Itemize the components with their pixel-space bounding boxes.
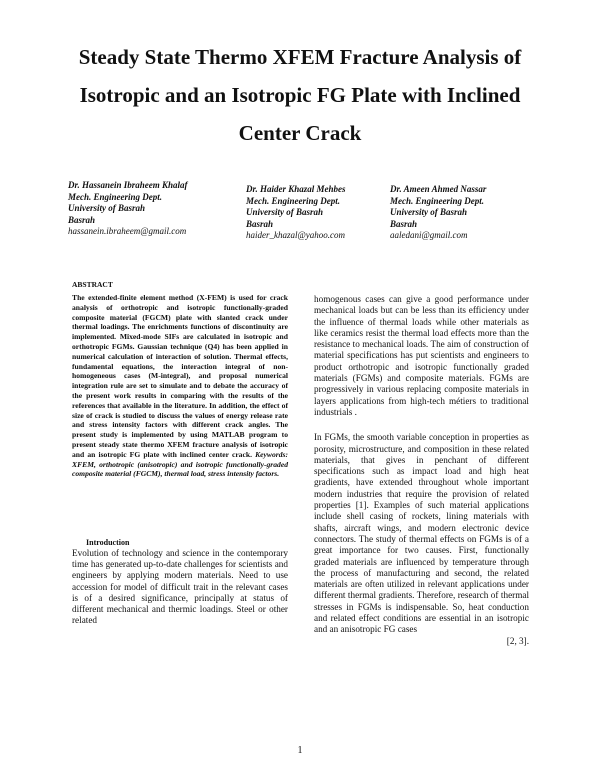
author-name: Dr. Hassanein Ibraheem Khalaf: [68, 180, 188, 190]
paragraph-fgms-text: In FGMs, the smooth variable conception in properties as porosity, microstructure, and composition in these related materials, that gives in penchant of different specifications such as impact load and high heat gradients, have extended throughout whole important modern industries that require the provision of related properties [1]. Examples of such material applications include shell casing of rockets, lining materials with shafts, aircraft wings, and modern electronic device connectors. The study of thermal effects on FGMs is of a great importance for two causes. First, functionally graded materials are influenced by temperature through the process of manufacturing and second, the related materials are often utilized in relevant applications under different thermal gradients. Therefore, research of thermal stresses in FGMs is indispensable. So, heat conduction and related effect conditions are essential in an isotropic and an anisotropic FG cases: [314, 432, 529, 635]
abstract-heading: ABSTRACT: [72, 280, 113, 289]
paragraph-fgms: [314, 432, 529, 647]
right-column: [314, 294, 529, 647]
author-university: University of Basrah: [246, 207, 324, 217]
citation: [2, 3].: [506, 635, 529, 646]
paragraph-homogenous: homogenous cases can give a good performance under mechanical loads but can be less than its efficiency under the influence of thermal loads while other materials as like ceramics resist the thermal load effects more than the resistance to mechanical loads. The aim of construction of material specifications has put scientists and engineers to product orthotropic and isotropic functionally graded materials (FGMs) and composite materials. FGMs are progressively in various replacing composite materials in layers applications from high-tech métiers to traditional industrials .: [314, 294, 529, 417]
abstract-body: The extended-finite element method (X-FEM) is used for crack analysis of orthotropic and isotropic functionally-graded composite material (FGCM) plate with slanted crack under thermal loadings. The enrichments functions of discontinuity are implemented. Mixed-mode SIFs are calculated in isotropic and orthotropic FGMs. Gaussian technique (Q4) has been applied in numerical calculation of interaction of solution. Thermal effects, fundamental equations, the interaction integral of non-homogeneous cases (M-integral), and proposal numerical integration rule are set to simulate and to debate the accuracy of the present work results in comparing with the results of the references that available in the literature. In addition, the effect of size of crack is studied to discuss the values of energy release rate and stress intensity factors with different crack angles. The present study is implemented by using MATLAB program to present steady state thermo XFEM fracture analysis of isotropic and an isotropic FG plate with inclined center crack.: [72, 293, 288, 459]
author-block-1: [68, 180, 238, 238]
author-city: Basrah: [246, 218, 274, 229]
author-block-3: [390, 184, 535, 242]
author-block-2: [246, 184, 386, 242]
author-university: University of Basrah: [68, 203, 146, 213]
author-name: Dr. Ameen Ahmed Nassar: [390, 184, 487, 194]
introduction-body: Evolution of technology and science in the contemporary time has generated up-to-date challenges for scientists and engineers by applying modern materials. Need to use accession for model of difficult trait in the relevant cases is of a desired significance, principally at status of different mechanical and thermic loadings. Steel or other related: [72, 548, 288, 626]
author-university: University of Basrah: [390, 207, 468, 217]
introduction-heading: Introduction: [86, 538, 130, 547]
author-city: Basrah: [390, 218, 418, 229]
author-email[interactable]: aaledani@gmail.com: [390, 230, 468, 240]
author-email[interactable]: hassanein.ibraheem@gmail.com: [68, 226, 187, 236]
keywords: Keywords: XFEM, orthotropic (anisotropic) and isotropic functionally-graded composite material (FGCM), thermal load, stress intensity factors.: [72, 449, 288, 479]
abstract-section: [72, 293, 288, 479]
page-number: 1: [297, 745, 303, 756]
author-dept: Mech. Engineering Dept.: [246, 195, 341, 206]
paper-title: Steady State Thermo XFEM Fracture Analysis of Isotropic and an Isotropic FG Plate with Inclined Center Crack: [78, 45, 522, 145]
author-name: Dr. Haider Khazal Mehbes: [246, 184, 346, 194]
author-dept: Mech. Engineering Dept.: [68, 191, 163, 202]
author-city: Basrah: [68, 214, 96, 225]
author-dept: Mech. Engineering Dept.: [390, 195, 485, 206]
author-email[interactable]: haider_khazal@yahoo.com: [246, 230, 346, 240]
